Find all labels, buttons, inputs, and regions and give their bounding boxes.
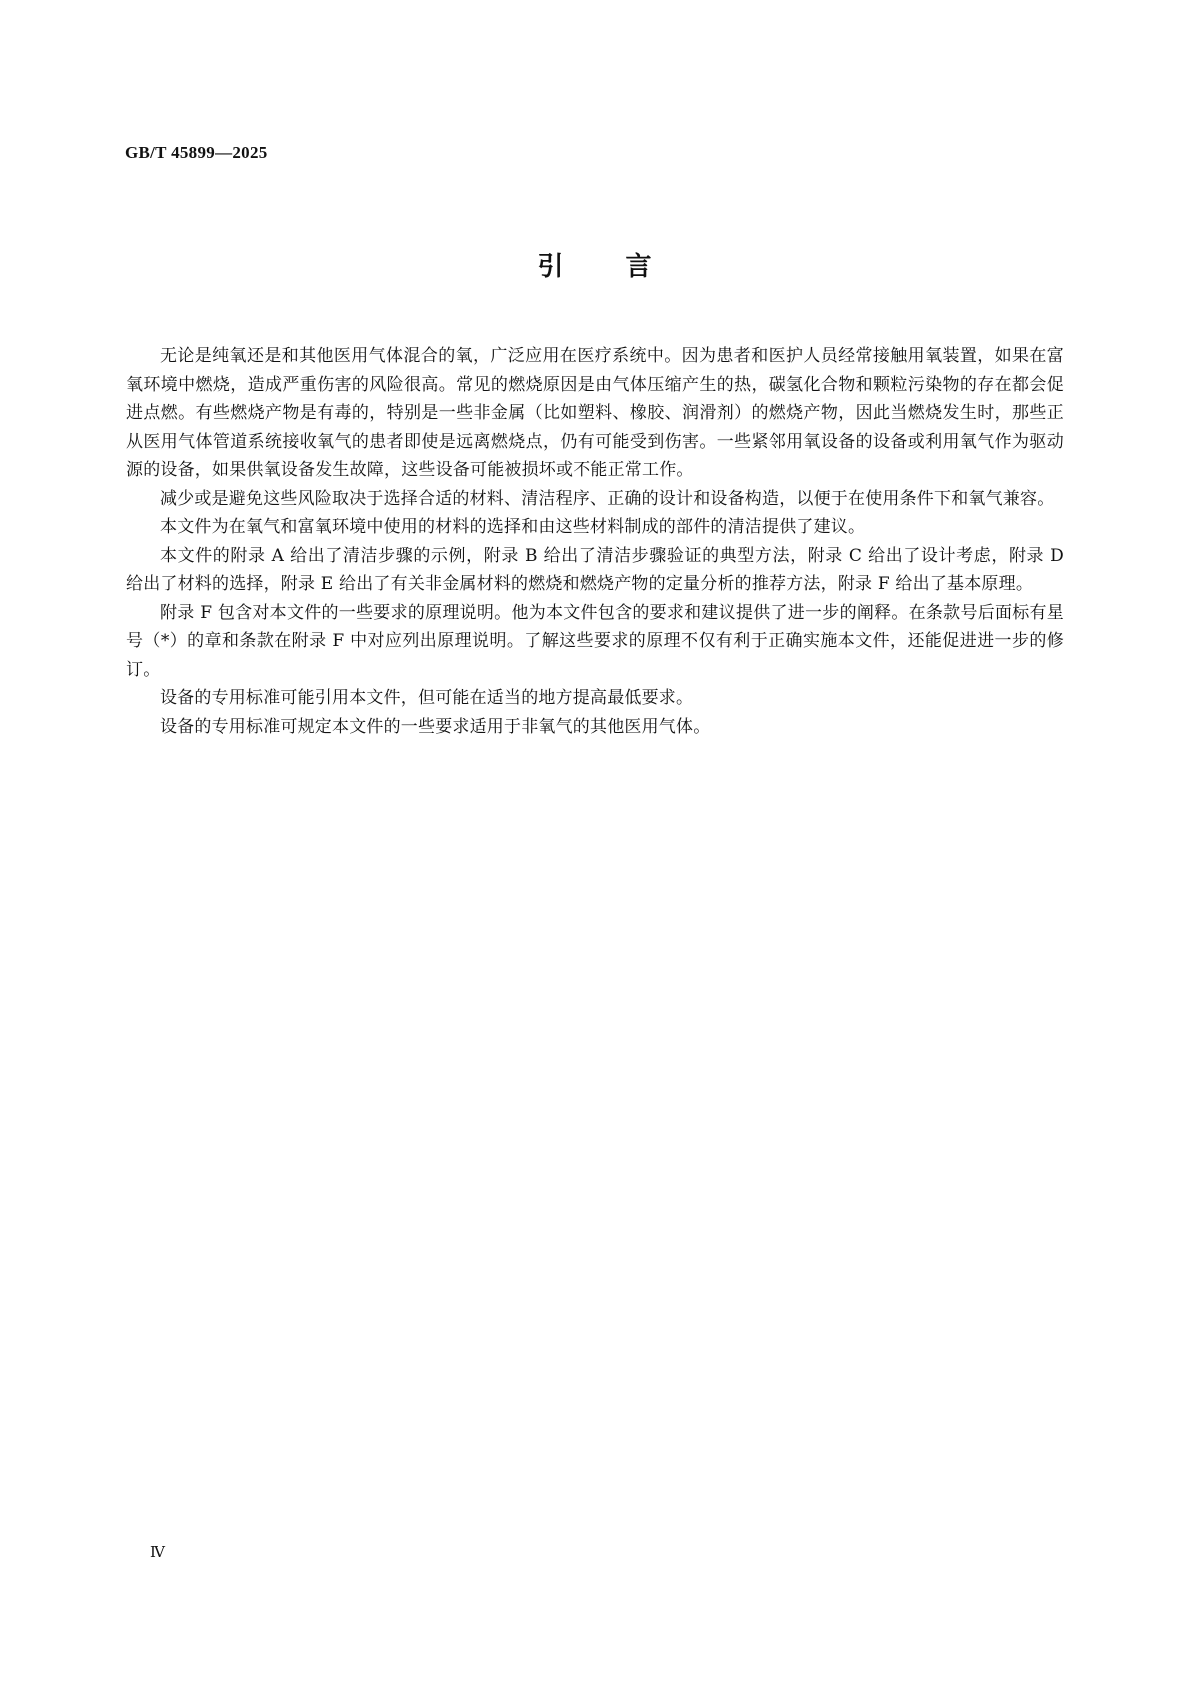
paragraph-1: 无论是纯氧还是和其他医用气体混合的氧，广泛应用在医疗系统中。因为患者和医护人员经常接触用氧装置，如果在富氧环境中燃烧，造成严重伤害的风险很高。常见的燃烧原因是由气体压缩产生的热，碳氢化合物和颗粒污染物的存在都会促进点燃。有些燃烧产物是有毒的，特别是一些非金属（比如塑料、橡胶、润滑剂）的燃烧产物，因此当燃烧发生时，那些正从医用气体管道系统接收氧气的患者即使是远离燃烧点，仍有可能受到伤害。一些紧邻用氧设备的设备或利用氧气作为驱动源的设备，如果供氧设备发生故障，这些设备可能被损坏或不能正常工作。 [126, 346, 1064, 480]
paragraph-4: 本文件的附录 A 给出了清洁步骤的示例，附录 B 给出了清洁步骤验证的典型方法，附录 C 给出了设计考虑，附录 D 给出了材料的选择，附录 E 给出了有关非金属材料的燃烧和燃烧产物的定量分析的推荐方法，附录 F 给出了基本原理。 [126, 545, 1064, 594]
document-code: GB/T 45899—2025 [125, 143, 268, 162]
page-number: Ⅳ [150, 1545, 165, 1561]
section-title-char-1: 引 [537, 252, 566, 282]
paragraph-5: 附录 F 包含对本文件的一些要求的原理说明。他为本文件包含的要求和建议提供了进一步的阐释。在条款号后面标有星号（*）的章和条款在附录 F 中对应列出原理说明。了解这些要求的原理不仅有利于正确实施本文件，还能促进进一步的修订。 [126, 602, 1064, 680]
paragraph-6: 设备的专用标准可能引用本文件，但可能在适当的地方提高最低要求。 [160, 688, 694, 708]
paragraph-3: 本文件为在氧气和富氧环境中使用的材料的选择和由这些材料制成的部件的清洁提供了建议。 [160, 517, 866, 537]
section-title [0, 246, 1191, 283]
paragraph-7: 设备的专用标准可规定本文件的一些要求适用于非氧气的其他医用气体。 [160, 716, 711, 737]
introduction-body [126, 342, 1064, 741]
section-title-char-2: 言 [625, 252, 654, 282]
paragraph-2: 减少或是避免这些风险取决于选择合适的材料、清洁程序、正确的设计和设备构造，以便于在使用条件下和氧气兼容。 [160, 488, 1055, 509]
